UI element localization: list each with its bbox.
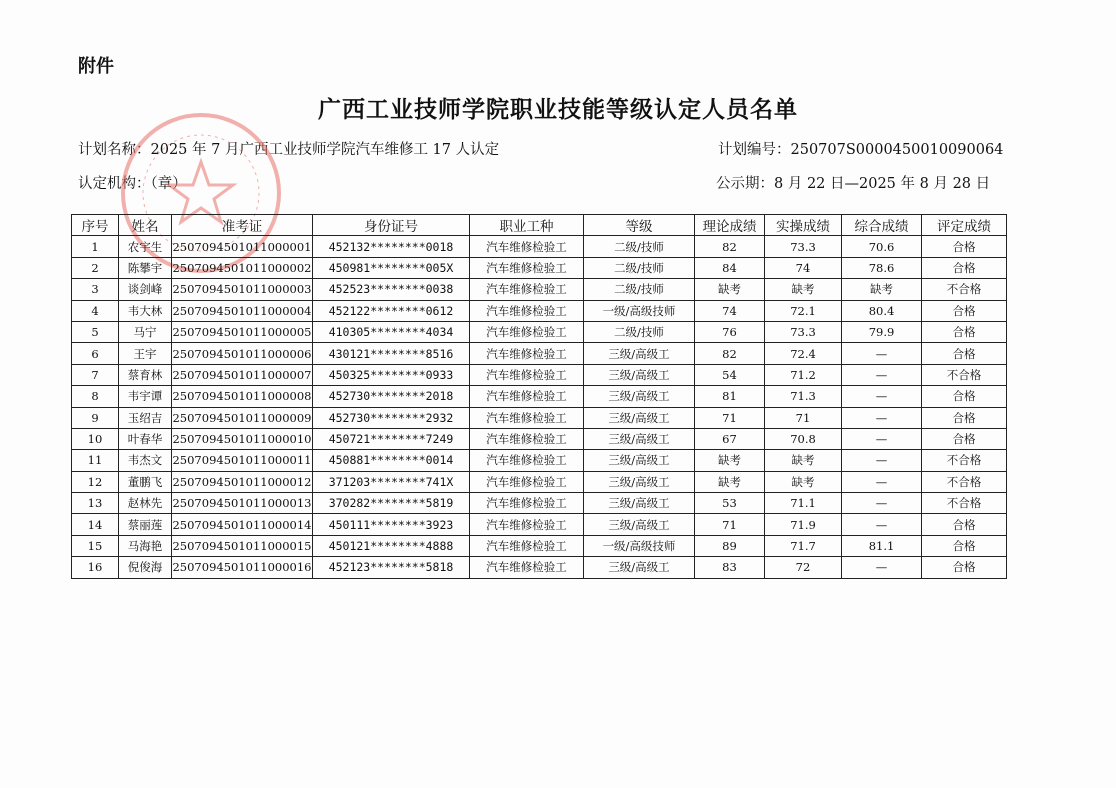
table-header-row [72,215,1007,236]
col-header-index: 序号 [72,215,119,236]
cell-name: 叶春华 [119,428,172,449]
cell-name: 谈剑峰 [119,279,172,300]
table-row [72,279,1007,300]
cell-practical-score: 71.2 [765,364,842,385]
table-row [72,514,1007,535]
cell-exam-ticket: 2507094501011000002 [172,257,313,278]
cell-practical-score: 70.8 [765,428,842,449]
cell-result: 合格 [922,407,1007,428]
cell-level: 三级/高级工 [584,386,695,407]
cell-occupation: 汽车维修检验工 [470,321,584,342]
cell-index: 14 [72,514,119,535]
table-row [72,236,1007,257]
cell-id-number: 450981********005X [313,257,470,278]
cell-overall-score: — [842,450,922,471]
cell-occupation: 汽车维修检验工 [470,493,584,514]
cell-exam-ticket: 2507094501011000015 [172,535,313,556]
cell-exam-ticket: 2507094501011000008 [172,386,313,407]
table-row [72,557,1007,578]
cell-occupation: 汽车维修检验工 [470,386,584,407]
cell-overall-score: 70.6 [842,236,922,257]
cell-name: 农宇生 [119,236,172,257]
cell-theory-score: 82 [695,236,765,257]
cell-level: 三级/高级工 [584,364,695,385]
cell-practical-score: 71 [765,407,842,428]
cell-result: 不合格 [922,279,1007,300]
cell-index: 16 [72,557,119,578]
cell-practical-score: 72 [765,557,842,578]
cell-overall-score: — [842,386,922,407]
cell-theory-score: 82 [695,343,765,364]
cell-level: 三级/高级工 [584,557,695,578]
cell-practical-score: 72.4 [765,343,842,364]
col-header-result: 评定成绩 [922,215,1007,236]
cell-result: 不合格 [922,364,1007,385]
cell-exam-ticket: 2507094501011000013 [172,493,313,514]
document-title: 广西工业技师学院职业技能等级认定人员名单 [318,97,798,123]
cell-index: 13 [72,493,119,514]
cell-id-number: 452523********0038 [313,279,470,300]
cell-overall-score: — [842,407,922,428]
cell-id-number: 452730********2932 [313,407,470,428]
cell-theory-score: 81 [695,386,765,407]
cell-result: 合格 [922,386,1007,407]
cell-level: 三级/高级工 [584,450,695,471]
cell-level: 二级/技师 [584,279,695,300]
cell-practical-score: 缺考 [765,471,842,492]
cell-overall-score: 80.4 [842,300,922,321]
cell-level: 二级/技师 [584,257,695,278]
cell-id-number: 450881********0014 [313,450,470,471]
col-header-level: 等级 [584,215,695,236]
cell-level: 三级/高级工 [584,493,695,514]
col-header-occupation: 职业工种 [470,215,584,236]
cell-exam-ticket: 2507094501011000004 [172,300,313,321]
cell-theory-score: 74 [695,300,765,321]
cell-result: 合格 [922,514,1007,535]
cell-level: 三级/高级工 [584,343,695,364]
cell-result: 不合格 [922,471,1007,492]
cell-exam-ticket: 2507094501011000005 [172,321,313,342]
cell-index: 4 [72,300,119,321]
cell-practical-score: 74 [765,257,842,278]
table-row [72,407,1007,428]
cell-name: 韦宇谭 [119,386,172,407]
cell-occupation: 汽车维修检验工 [470,535,584,556]
cell-name: 王宇 [119,343,172,364]
cell-overall-score: — [842,557,922,578]
cell-overall-score: 79.9 [842,321,922,342]
table-row [72,257,1007,278]
table-row [72,428,1007,449]
cell-level: 一级/高级技师 [584,300,695,321]
cell-theory-score: 84 [695,257,765,278]
cell-result: 合格 [922,300,1007,321]
table-row [72,386,1007,407]
cell-exam-ticket: 2507094501011000014 [172,514,313,535]
table-row [72,450,1007,471]
cell-id-number: 450121********4888 [313,535,470,556]
cell-theory-score: 67 [695,428,765,449]
cell-theory-score: 缺考 [695,471,765,492]
cell-id-number: 450111********3923 [313,514,470,535]
cell-name: 赵林先 [119,493,172,514]
cell-exam-ticket: 2507094501011000007 [172,364,313,385]
cell-index: 15 [72,535,119,556]
cell-id-number: 452730********2018 [313,386,470,407]
cell-exam-ticket: 2507094501011000009 [172,407,313,428]
cell-occupation: 汽车维修检验工 [470,514,584,535]
cell-name: 蔡育林 [119,364,172,385]
cell-level: 二级/技师 [584,321,695,342]
cell-index: 6 [72,343,119,364]
cell-index: 7 [72,364,119,385]
cell-id-number: 371203********741X [313,471,470,492]
cell-occupation: 汽车维修检验工 [470,450,584,471]
cell-index: 8 [72,386,119,407]
col-header-exam-ticket: 准考证 [172,215,313,236]
cell-exam-ticket: 2507094501011000010 [172,428,313,449]
cell-practical-score: 73.3 [765,236,842,257]
cell-theory-score: 缺考 [695,279,765,300]
cell-name: 玉绍吉 [119,407,172,428]
cell-id-number: 410305********4034 [313,321,470,342]
cell-practical-score: 71.9 [765,514,842,535]
cell-occupation: 汽车维修检验工 [470,300,584,321]
cell-id-number: 452123********5818 [313,557,470,578]
cell-overall-score: — [842,364,922,385]
cell-index: 10 [72,428,119,449]
cell-result: 合格 [922,236,1007,257]
cell-theory-score: 缺考 [695,450,765,471]
cell-result: 不合格 [922,493,1007,514]
cell-overall-score: — [842,471,922,492]
cell-name: 董鹏飞 [119,471,172,492]
attachment-label: 附件 [78,56,114,77]
cell-index: 5 [72,321,119,342]
cell-exam-ticket: 2507094501011000001 [172,236,313,257]
cell-index: 12 [72,471,119,492]
cell-practical-score: 71.3 [765,386,842,407]
cell-practical-score: 71.7 [765,535,842,556]
cell-result: 合格 [922,557,1007,578]
table-row [72,493,1007,514]
cell-result: 合格 [922,535,1007,556]
cell-theory-score: 76 [695,321,765,342]
cell-practical-score: 72.1 [765,300,842,321]
table-row [72,535,1007,556]
table-row [72,300,1007,321]
cell-name: 陈攀宇 [119,257,172,278]
cell-level: 三级/高级工 [584,471,695,492]
cell-level: 一级/高级技师 [584,535,695,556]
cell-result: 合格 [922,257,1007,278]
cell-theory-score: 83 [695,557,765,578]
cell-theory-score: 54 [695,364,765,385]
col-header-practical-score: 实操成绩 [765,215,842,236]
cell-practical-score: 71.1 [765,493,842,514]
cell-level: 三级/高级工 [584,407,695,428]
cell-index: 1 [72,236,119,257]
table-row [72,364,1007,385]
cell-id-number: 450721********7249 [313,428,470,449]
cell-name: 韦杰文 [119,450,172,471]
cell-exam-ticket: 2507094501011000003 [172,279,313,300]
cell-level: 二级/技师 [584,236,695,257]
cell-overall-score: — [842,514,922,535]
cell-name: 蔡丽莲 [119,514,172,535]
cell-occupation: 汽车维修检验工 [470,343,584,364]
certification-roster-table [71,214,1007,579]
cell-overall-score: — [842,343,922,364]
col-header-theory-score: 理论成绩 [695,215,765,236]
cell-occupation: 汽车维修检验工 [470,471,584,492]
cell-level: 三级/高级工 [584,428,695,449]
notice-period: 公示期：8 月 22 日—2025 年 8 月 28 日 [716,176,991,192]
cell-occupation: 汽车维修检验工 [470,407,584,428]
cell-occupation: 汽车维修检验工 [470,279,584,300]
cell-name: 马海艳 [119,535,172,556]
cell-name: 韦大林 [119,300,172,321]
cell-exam-ticket: 2507094501011000011 [172,450,313,471]
cell-result: 不合格 [922,450,1007,471]
cell-exam-ticket: 2507094501011000012 [172,471,313,492]
cell-level: 三级/高级工 [584,514,695,535]
table-row [72,471,1007,492]
table-row [72,343,1007,364]
cell-index: 9 [72,407,119,428]
cell-name: 倪俊海 [119,557,172,578]
cell-id-number: 452132********0018 [313,236,470,257]
cell-practical-score: 缺考 [765,450,842,471]
cell-overall-score: — [842,428,922,449]
cell-id-number: 452122********0612 [313,300,470,321]
plan-number: 计划编号：250707S0000450010090064 [718,142,1004,158]
cell-result: 合格 [922,321,1007,342]
table-row [72,321,1007,342]
cell-practical-score: 缺考 [765,279,842,300]
cell-overall-score: 81.1 [842,535,922,556]
cell-occupation: 汽车维修检验工 [470,364,584,385]
cell-practical-score: 73.3 [765,321,842,342]
cell-id-number: 430121********8516 [313,343,470,364]
cell-name: 马宁 [119,321,172,342]
col-header-id-number: 身份证号 [313,215,470,236]
cell-occupation: 汽车维修检验工 [470,428,584,449]
cell-overall-score: 78.6 [842,257,922,278]
cell-occupation: 汽车维修检验工 [470,557,584,578]
cell-occupation: 汽车维修检验工 [470,257,584,278]
cell-index: 3 [72,279,119,300]
cell-theory-score: 71 [695,407,765,428]
certification-organization: 认定机构：（章） [78,176,187,192]
cell-result: 合格 [922,428,1007,449]
col-header-name: 姓名 [119,215,172,236]
cell-occupation: 汽车维修检验工 [470,236,584,257]
cell-theory-score: 89 [695,535,765,556]
cell-id-number: 450325********0933 [313,364,470,385]
plan-name: 计划名称：2025 年 7 月广西工业技师学院汽车维修工 17 人认定 [78,142,500,158]
cell-overall-score: — [842,493,922,514]
cell-result: 合格 [922,343,1007,364]
table-body [72,236,1007,578]
cell-exam-ticket: 2507094501011000006 [172,343,313,364]
cell-index: 2 [72,257,119,278]
cell-exam-ticket: 2507094501011000016 [172,557,313,578]
cell-theory-score: 53 [695,493,765,514]
cell-theory-score: 71 [695,514,765,535]
col-header-overall-score: 综合成绩 [842,215,922,236]
cell-overall-score: 缺考 [842,279,922,300]
cell-id-number: 370282********5819 [313,493,470,514]
cell-index: 11 [72,450,119,471]
